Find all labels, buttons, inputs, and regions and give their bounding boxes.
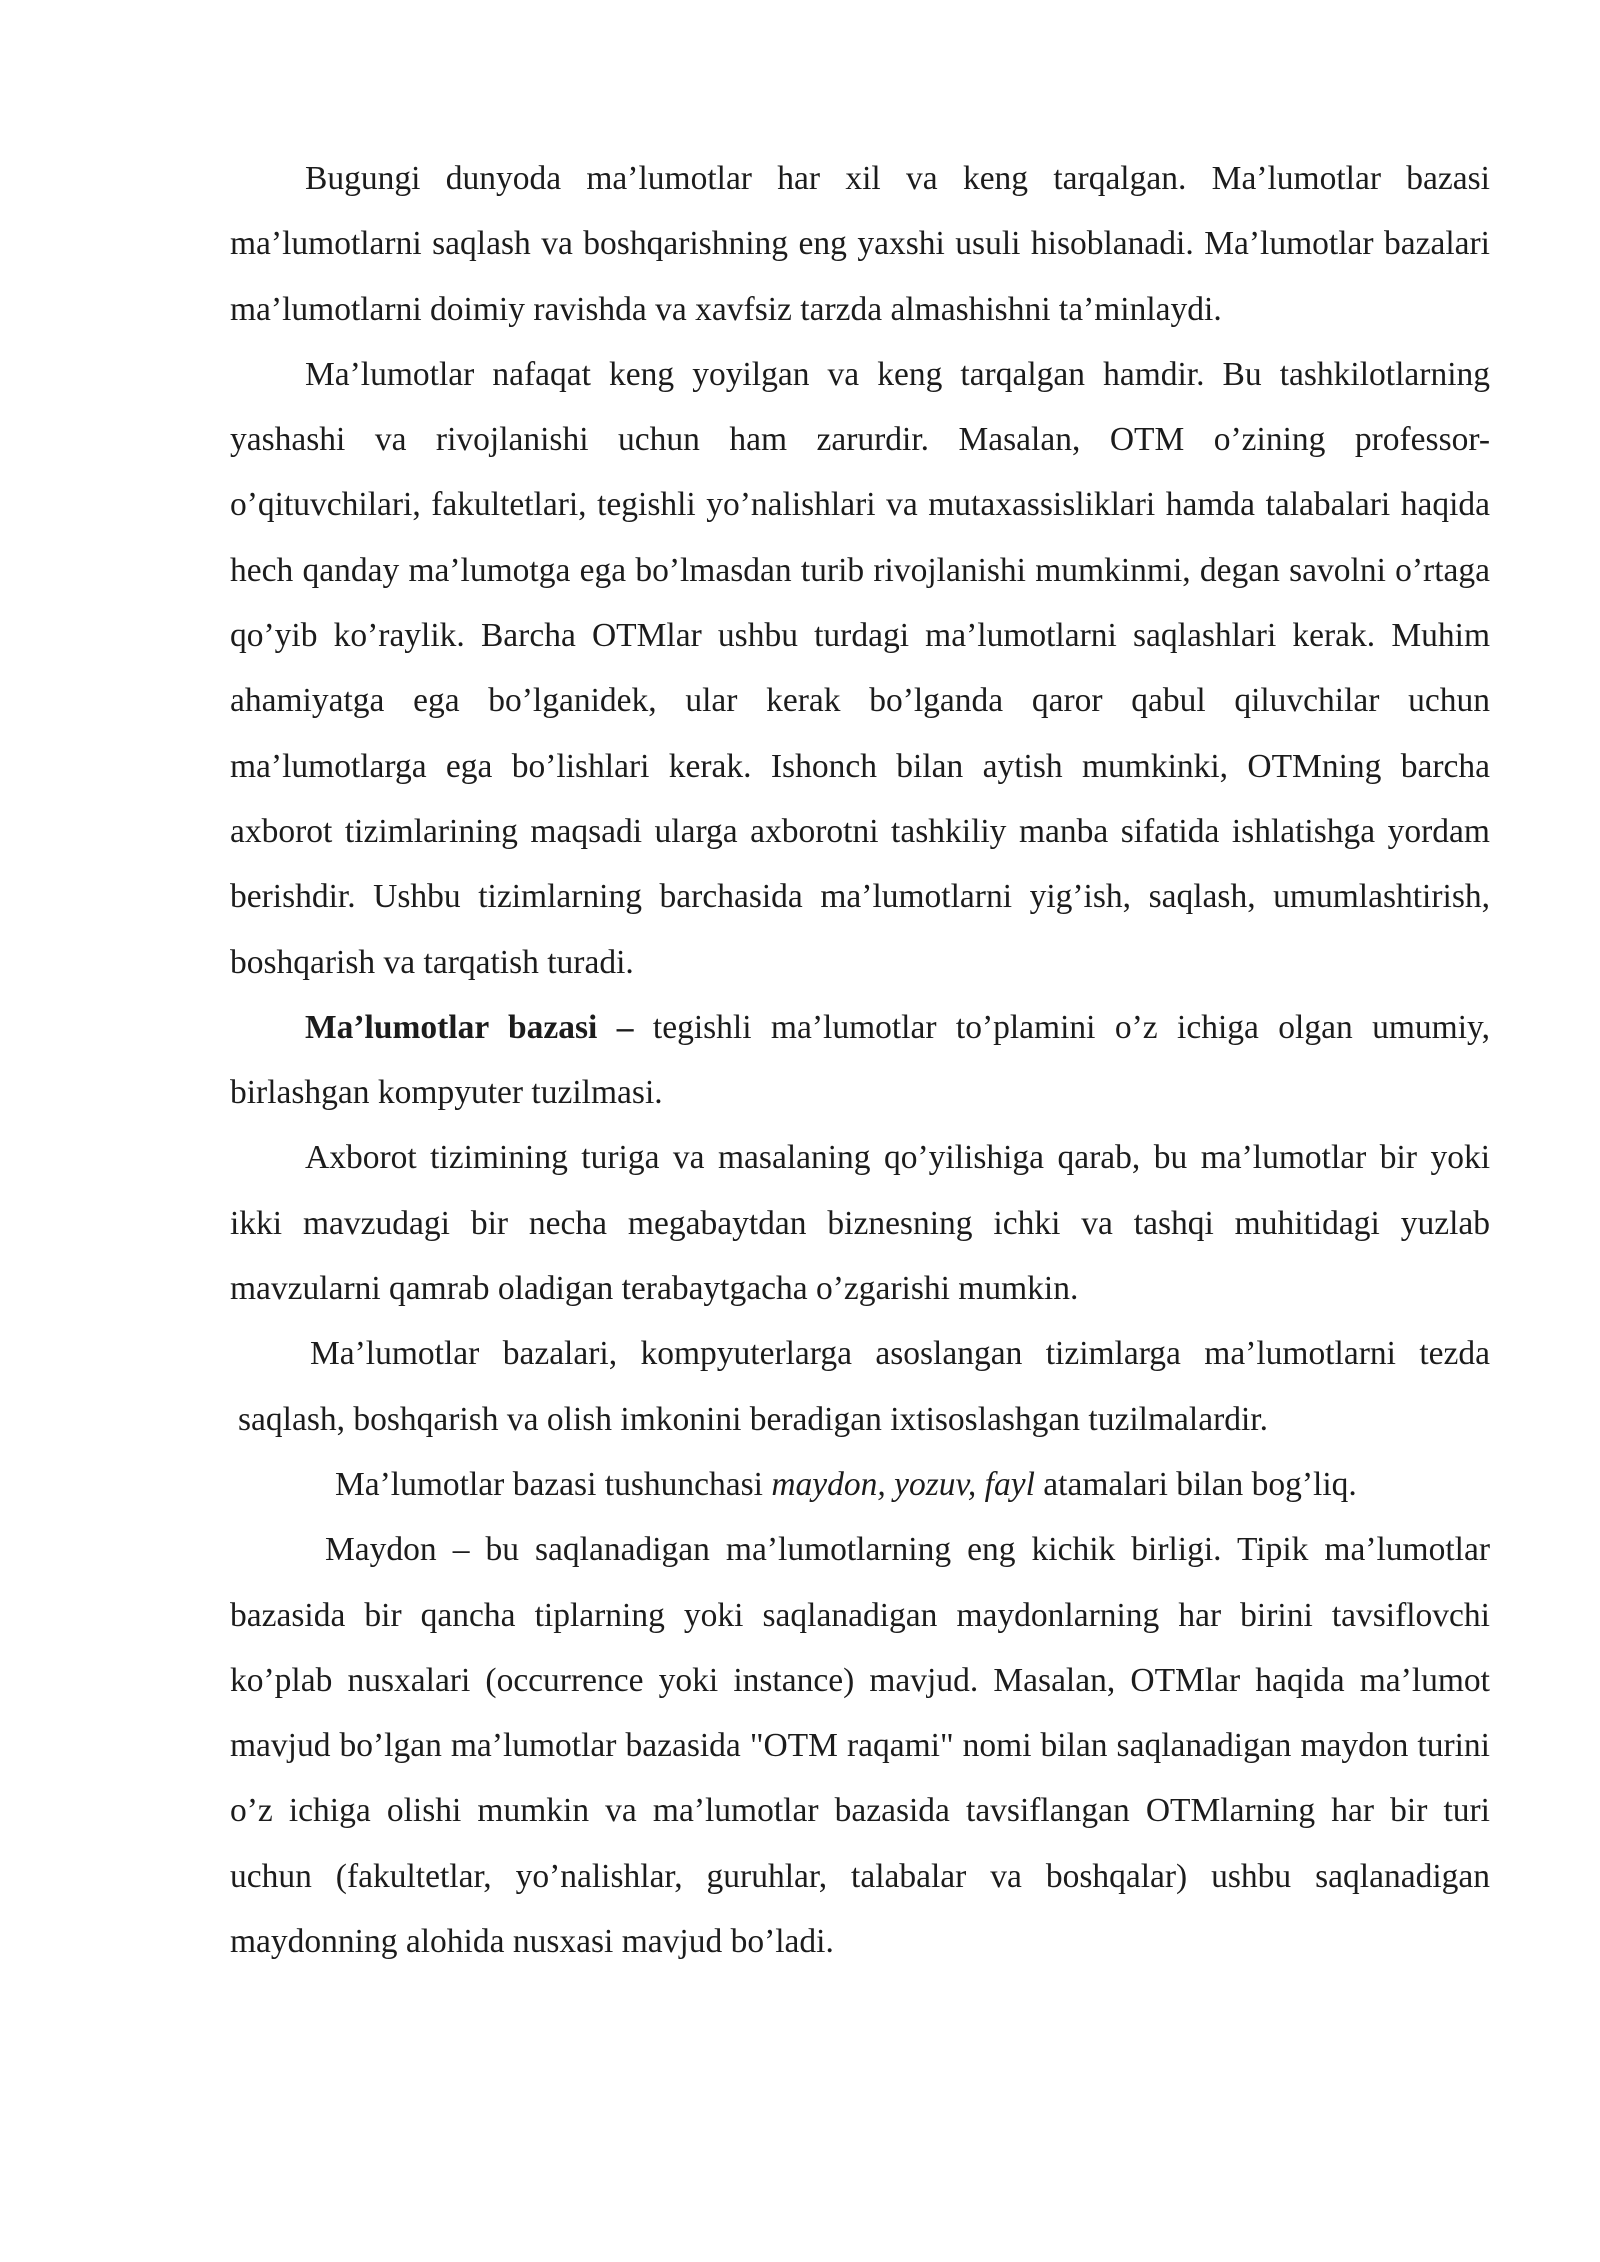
concepts-terms: maydon, yozuv, fayl <box>771 1465 1035 1503</box>
paragraph-concepts <box>230 1452 1490 1517</box>
paragraph-intro: Bugungi dunyoda ma’lumotlar har xil va keng tarqalgan. Ma’lumotlar bazasi ma’lumotlarni saqlash va boshqarishning eng yaxshi usuli hisoblanadi. Ma’lumotlar bazalari ma’lumotlarni doimiy ravishda va xavfsiz tarzda almashishni ta’minlaydi. <box>230 160 1490 328</box>
document-page <box>230 146 1490 1974</box>
concepts-end: atamalari bilan bog’liq. <box>1034 1465 1357 1503</box>
concepts-start: Ma’lumotlar bazasi tushunchasi <box>335 1465 772 1503</box>
paragraph-structures: Ma’lumotlar bazalari, kompyuterlarga asoslangan tizimlarga ma’lumotlarni tezda saqlash, boshqarish va olish imkonini beradigan ixtisoslashgan tuzilmalardir. <box>238 1335 1490 1438</box>
definition-term: Ma’lumotlar bazasi – <box>305 1008 634 1046</box>
paragraph-field: Maydon – bu saqlanadigan ma’lumotlarning eng kichik birligi. Tipik ma’lumotlar bazasida bir qancha tiplarning yoki saqlanadigan maydonlarning har birini tavsiflovchi ko’plab nusxalari (occurrence yoki instance) mavjud. Masalan, OTMlar haqida ma’lumot mavjud bo’lgan ma’lumotlar bazasida "OTM raqami" nomi bilan saqlanadigan maydon turini o’z ichiga olishi mumkin va ma’lumotlar bazasida tavsiflangan OTMlarning har bir turi uchun (fakultetlar, yo’nalishlar, guruhlar, talabalar va boshqalar) ushbu saqlanadigan maydonning alohida nusxasi mavjud bo’ladi. <box>230 1531 1490 1961</box>
paragraph-size: Axborot tizimining turiga va masalaning qo’yilishiga qarab, bu ma’lumotlar bir yoki ikki mavzudagi bir necha megabaytdan biznesning ichki va tashqi muhitidagi yuzlab mavzularni qamrab oladigan terabaytgacha o’zgarishi mumkin. <box>230 1139 1490 1308</box>
paragraph-importance: Ma’lumotlar nafaqat keng yoyilgan va keng tarqalgan hamdir. Bu tashkilotlarning yashashi va rivojlanishi uchun ham zarurdir. Masalan, OTM o’zining professor-o’qituvchilari, fakultetlari, tegishli yo’nalishlari va mutaxassisliklari hamda talabalari haqida hech qanday ma’lumotga ega bo’lmasdan turib rivojlanishi mumkinmi, degan savolni o’rtaga qo’yib ko’raylik. Barcha OTMlar ushbu turdagi ma’lumotlarni saqlashlari kerak. Muhim ahamiyatga ega bo’lganidek, ular kerak bo’lganda qaror qabul qiluvchilar uchun ma’lumotlarga ega bo’lishlari kerak. Ishonch bilan aytish mumkinki, OTMning barcha axborot tizimlarining maqsadi ularga axborotni tashkiliy manba sifatida ishlatishga yordam berishdir. Ushbu tizimlarning barchasida ma’lumotlarni yig’ish, saqlash, umumlashtirish, boshqarish va tarqatish turadi. <box>230 355 1490 981</box>
definition-text: tegishli ma’lumotlar to’plamini o’z ichiga olgan umumiy, birlashgan kompyuter tuzilmasi. <box>230 1008 1490 1112</box>
paragraph-definition <box>230 995 1490 1126</box>
